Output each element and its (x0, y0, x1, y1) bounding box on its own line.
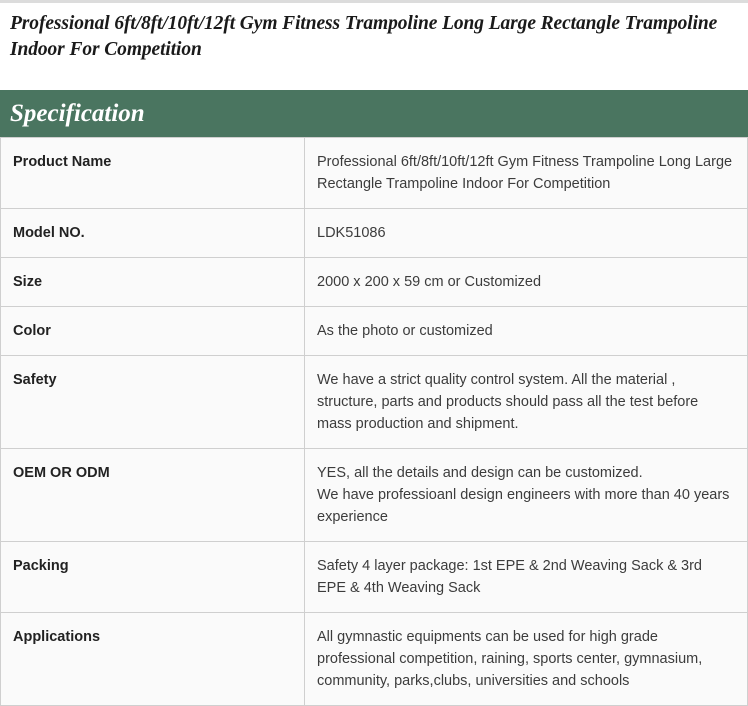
spec-value-line: LDK51086 (317, 225, 386, 241)
spec-value (305, 307, 748, 356)
table-row (1, 449, 748, 542)
spec-value (305, 209, 748, 258)
spec-value-line: Safety 4 layer package: 1st EPE & 2nd Weaving Sack & 3rd EPE & 4th Weaving Sack (317, 558, 703, 596)
spec-value-line: All gymnastic equipments can be used for high grade professional competition, raining, sports center, gymnasium, community, parks,clubs, universities and schools (317, 629, 703, 689)
spec-value-line: YES, all the details and design can be customized. (317, 465, 643, 481)
table-row (1, 356, 748, 449)
table-row (1, 258, 748, 307)
spec-value-line: Professional 6ft/8ft/10ft/12ft Gym Fitness Trampoline Long Large Rectangle Trampoline Indoor For Competition (317, 154, 733, 192)
spec-value (305, 542, 748, 613)
spec-value (305, 613, 748, 706)
spec-label: Color (1, 307, 305, 356)
specification-section-header (0, 90, 748, 137)
table-row (1, 138, 748, 209)
spec-value (305, 138, 748, 209)
specification-table (0, 137, 748, 706)
spec-label: Model NO. (1, 209, 305, 258)
table-row (1, 307, 748, 356)
spec-value (305, 449, 748, 542)
page-title: Professional 6ft/8ft/10ft/12ft Gym Fitness Trampoline Long Large Rectangle Trampoline Indoor For Competition (10, 13, 718, 60)
table-row (1, 542, 748, 613)
spec-label: OEM OR ODM (1, 449, 305, 542)
spec-value-line: 2000 x 200 x 59 cm or Customized (317, 274, 542, 290)
table-row (1, 613, 748, 706)
spec-label: Size (1, 258, 305, 307)
table-row (1, 209, 748, 258)
spec-value (305, 356, 748, 449)
spec-label: Packing (1, 542, 305, 613)
spec-value-line: As the photo or customized (317, 323, 493, 339)
spec-label: Applications (1, 613, 305, 706)
spec-label: Safety (1, 356, 305, 449)
specification-table-body (1, 138, 748, 706)
section-heading: Specification (10, 99, 145, 127)
spec-value-line: We have professioanl design engineers with more than 40 years experience (317, 487, 730, 525)
spec-value-line: We have a strict quality control system. All the material , structure, parts and products should pass all the test before mass production and shipment. (317, 372, 699, 432)
spec-value (305, 258, 748, 307)
spec-label: Product Name (1, 138, 305, 209)
